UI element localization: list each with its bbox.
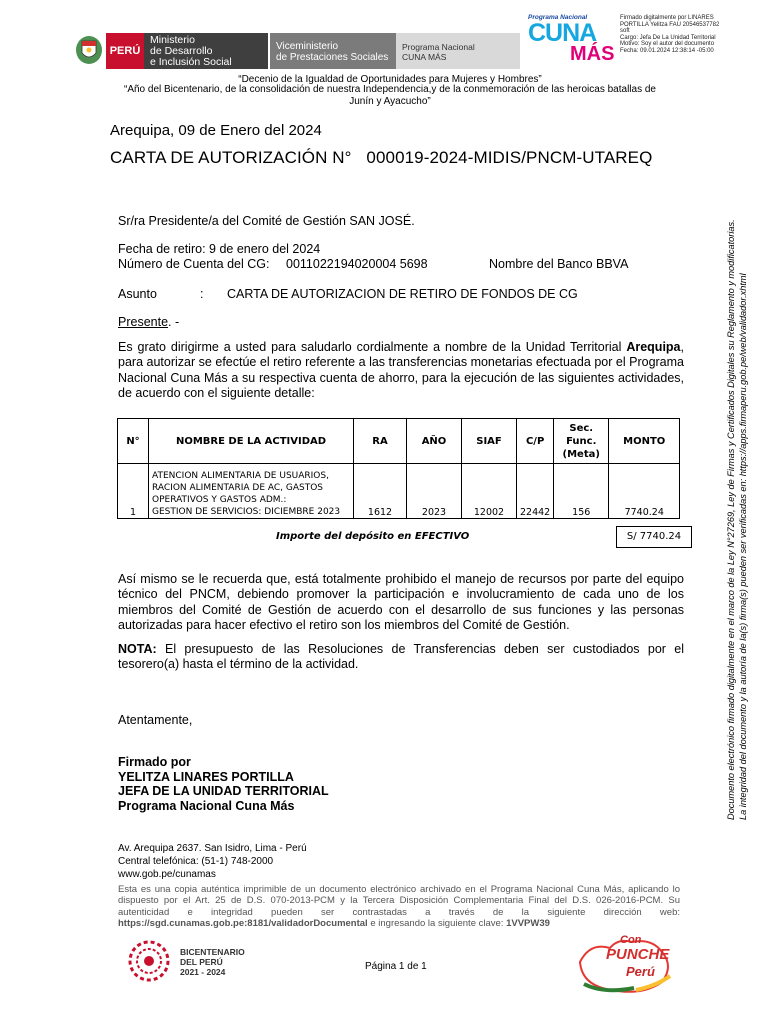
col-header: RA xyxy=(354,419,407,464)
page-number: Página 1 de 1 xyxy=(365,961,427,972)
cell-actividad xyxy=(149,464,354,519)
coat-of-arms-icon xyxy=(74,33,104,65)
para1-text: Es grato dirigirme a usted para saludarlo cordialmente a nombre de la Unidad Territorial xyxy=(118,340,622,354)
address-line[interactable]: www.gob.pe/cunamas xyxy=(118,869,216,880)
side-line-2[interactable]: La integridad del documento y la autoría de la(s) firma(s) pueden ser verificadas en: https://apps.firmaperu.gob.pe/web/validador.xhtml xyxy=(738,273,748,820)
table-row xyxy=(118,464,680,519)
signed-line: Firmado por xyxy=(118,755,191,769)
signed-line: YELITZA LINARES PORTILLA xyxy=(118,769,294,784)
cell-anio: 2023 xyxy=(407,464,462,519)
cuenta-value: 0011022194020004 5698 xyxy=(286,257,428,271)
punche-peru: Perú xyxy=(626,964,655,979)
actividad-line: OPERATIVOS Y GASTOS ADM.: xyxy=(152,495,287,505)
ministerio-line: Ministerio xyxy=(150,34,195,46)
document-date: Arequipa, 09 de Enero del 2024 xyxy=(110,122,322,139)
presente-suffix: . - xyxy=(168,315,180,329)
logo-mas-text: MÁS xyxy=(570,43,615,65)
ministerio-block xyxy=(144,33,268,69)
col-header: C/P xyxy=(517,419,554,464)
slogan-line-1: “Decenio de la Igualdad de Oportunidades para Mujeres y Hombres” xyxy=(238,74,542,85)
logo-cuna-text: CUNA xyxy=(528,19,597,47)
footer-address xyxy=(118,842,307,881)
logo-programa-text: Programa Nacional xyxy=(528,14,588,21)
col-header: SIAF xyxy=(462,419,517,464)
slogan-line-3: Junín y Ayacucho” xyxy=(349,96,431,107)
deposit-value: S/ 7740.24 xyxy=(616,526,692,548)
programa-line: Programa Nacional xyxy=(402,42,475,52)
punche-main: PUNCHE xyxy=(606,946,670,963)
slogan-line-2: “Año del Bicentenario, de la consolidación de nuestra Independencia,y de la conmemoración de las heroicas batallas de xyxy=(123,84,656,95)
actividad-line: RACION ALIMENTARIA DE AC, GASTOS xyxy=(152,483,324,493)
meta-header-line: Sec. xyxy=(569,422,594,434)
signature-line: soft xyxy=(620,28,630,35)
footer-note xyxy=(118,884,680,930)
para1-bold: Arequipa xyxy=(626,340,681,354)
signature-line: Fecha: 09.01.2024 12:38:14 -05:00 xyxy=(620,47,714,54)
table-header-row xyxy=(118,419,680,464)
validator-link[interactable]: https://sgd.cunamas.gob.pe:8181/validadorDocumental xyxy=(118,918,368,930)
peru-logo: PERÚ xyxy=(106,33,144,69)
paragraph-1 xyxy=(118,340,684,402)
signed-by-block xyxy=(118,755,329,813)
signature-line: Motivo: Soy el autor del documento xyxy=(620,41,715,48)
signature-line: Firmado digitalmente por LINARES xyxy=(620,15,714,21)
para1-text-cont: , para autorizar se efectúe el retiro referente a las transferencias monetarias efectuada por el Programa Nacional Cuna Más a su respectiva cuenta de ahorro, para la ejecución de las siguientes actividades, de acuerdo con el siguiente detalle: xyxy=(118,340,684,401)
cell-ra: 1612 xyxy=(354,464,407,519)
col-header: MONTO xyxy=(609,419,680,464)
con-punche-peru-logo xyxy=(576,932,686,996)
bicentenario-icon xyxy=(126,938,172,984)
asunto-colon: : xyxy=(200,287,204,301)
meta-header-line: (Meta) xyxy=(562,448,600,460)
cuna-mas-logo xyxy=(528,14,614,70)
viceministerio-line: de Prestaciones Sociales xyxy=(276,52,389,63)
col-header: AÑO xyxy=(407,419,462,464)
asunto-label: Asunto xyxy=(118,287,157,301)
col-header xyxy=(554,419,609,464)
cell-monto: 7740.24 xyxy=(609,464,680,519)
activities-table xyxy=(117,418,680,519)
bicentenario-logo xyxy=(126,938,296,984)
cell-n: 1 xyxy=(118,464,149,519)
meta-header-line: Func. xyxy=(566,435,597,447)
viceministerio-block xyxy=(270,33,396,69)
digital-signature-block xyxy=(620,15,760,55)
closing: Atentamente, xyxy=(118,713,193,727)
nota-text: El presupuesto de las Resoluciones de Transferencias deben ser custodiados por el tesorero(a) hasta el término de la actividad. xyxy=(118,642,684,672)
col-header: NOMBRE DE LA ACTIVIDAD xyxy=(149,419,354,464)
page-title xyxy=(110,148,652,168)
signed-line: JEFA DE LA UNIDAD TERRITORIAL xyxy=(118,784,329,798)
bicentenario-line: DEL PERÚ xyxy=(180,957,223,967)
programa-line: CUNA MÁS xyxy=(402,52,447,62)
deposit-label: Importe del depósito en EFECTIVO xyxy=(276,531,470,542)
banco-name: Nombre del Banco BBVA xyxy=(489,257,629,271)
signature-line: Cargo: Jefa De La Unidad Territorial xyxy=(620,34,716,41)
note-text-cont: e ingresando la siguiente clave: xyxy=(367,918,507,930)
cell-siaf: 12002 xyxy=(462,464,517,519)
address-line: Central telefónica: (51-1) 748-2000 xyxy=(118,856,274,867)
nota-label: NOTA: xyxy=(118,642,157,656)
paragraph-2: Así mismo se le recuerda que, está totalmente prohibido el manejo de recursos por parte del equipo técnico del PNCM, debiendo promover la participación e involucramiento de cada uno de los miembros del Comité de Gestión de acuerdo con el desarrollo de sus funciones y las personas autorizadas para hacer efectivo el retiro son los miembros del Comité de Gestión. xyxy=(118,572,684,633)
signed-line: Programa Nacional Cuna Más xyxy=(118,798,295,813)
asunto-value: CARTA DE AUTORIZACION DE RETIRO DE FONDOS DE CG xyxy=(227,287,578,301)
presente-text: Presente xyxy=(118,315,169,329)
col-header: N° xyxy=(118,419,149,464)
signature-line: PORTILLA Yelitza FAU 20546537782 xyxy=(620,21,720,28)
title-prefix: CARTA DE AUTORIZACIÓN N° xyxy=(110,148,352,167)
address-line: Av. Arequipa 2637. San Isidro, Lima - Perú xyxy=(118,843,307,854)
cell-meta: 156 xyxy=(554,464,609,519)
ministerio-line: de Desarrollo xyxy=(150,45,213,57)
validation-key: 1VVPW39 xyxy=(506,918,550,930)
viceministerio-line: Viceministerio xyxy=(276,41,339,52)
fecha-retiro: Fecha de retiro: 9 de enero del 2024 xyxy=(118,242,321,256)
presente xyxy=(118,315,179,330)
side-verification-text xyxy=(725,219,749,820)
actividad-line: GESTION DE SERVICIOS: DICIEMBRE 2023 xyxy=(152,507,341,517)
ministerio-line: e Inclusión Social xyxy=(150,56,232,68)
bicentenario-line: BICENTENARIO xyxy=(180,947,245,957)
addressee: Sr/ra Presidente/a del Comité de Gestión SAN JOSÉ. xyxy=(118,214,415,228)
punche-con: Con xyxy=(620,934,642,946)
nota-paragraph xyxy=(118,642,684,673)
actividad-line: ATENCION ALIMENTARIA DE USUARIOS, xyxy=(152,471,329,481)
bicentenario-line: 2021 - 2024 xyxy=(180,967,226,977)
cuenta-label: Número de Cuenta del CG: xyxy=(118,257,270,271)
programa-block xyxy=(396,33,520,69)
note-text: Esta es una copia auténtica imprimible de un documento electrónico archivado en el Programa Nacional Cuna Más, aplicando lo dispuesto por el Art. 25 de D.S. 070-2013-PCM y la Tercera Disposición Complementaria Final del D.S. 026-2016-PCM. Su autenticidad e integridad pueden ser contrastadas a través de la siguiente dirección web: xyxy=(118,884,680,918)
cell-cp: 22442 xyxy=(517,464,554,519)
title-number: 000019-2024-MIDIS/PNCM-UTAREQ xyxy=(366,148,653,167)
side-line-1: Documento electrónico firmado digitalmente en el marco de la Ley N°27269, Ley de Firmas y Certificados Digitales su Reglamento y modificatorias. xyxy=(726,219,736,820)
